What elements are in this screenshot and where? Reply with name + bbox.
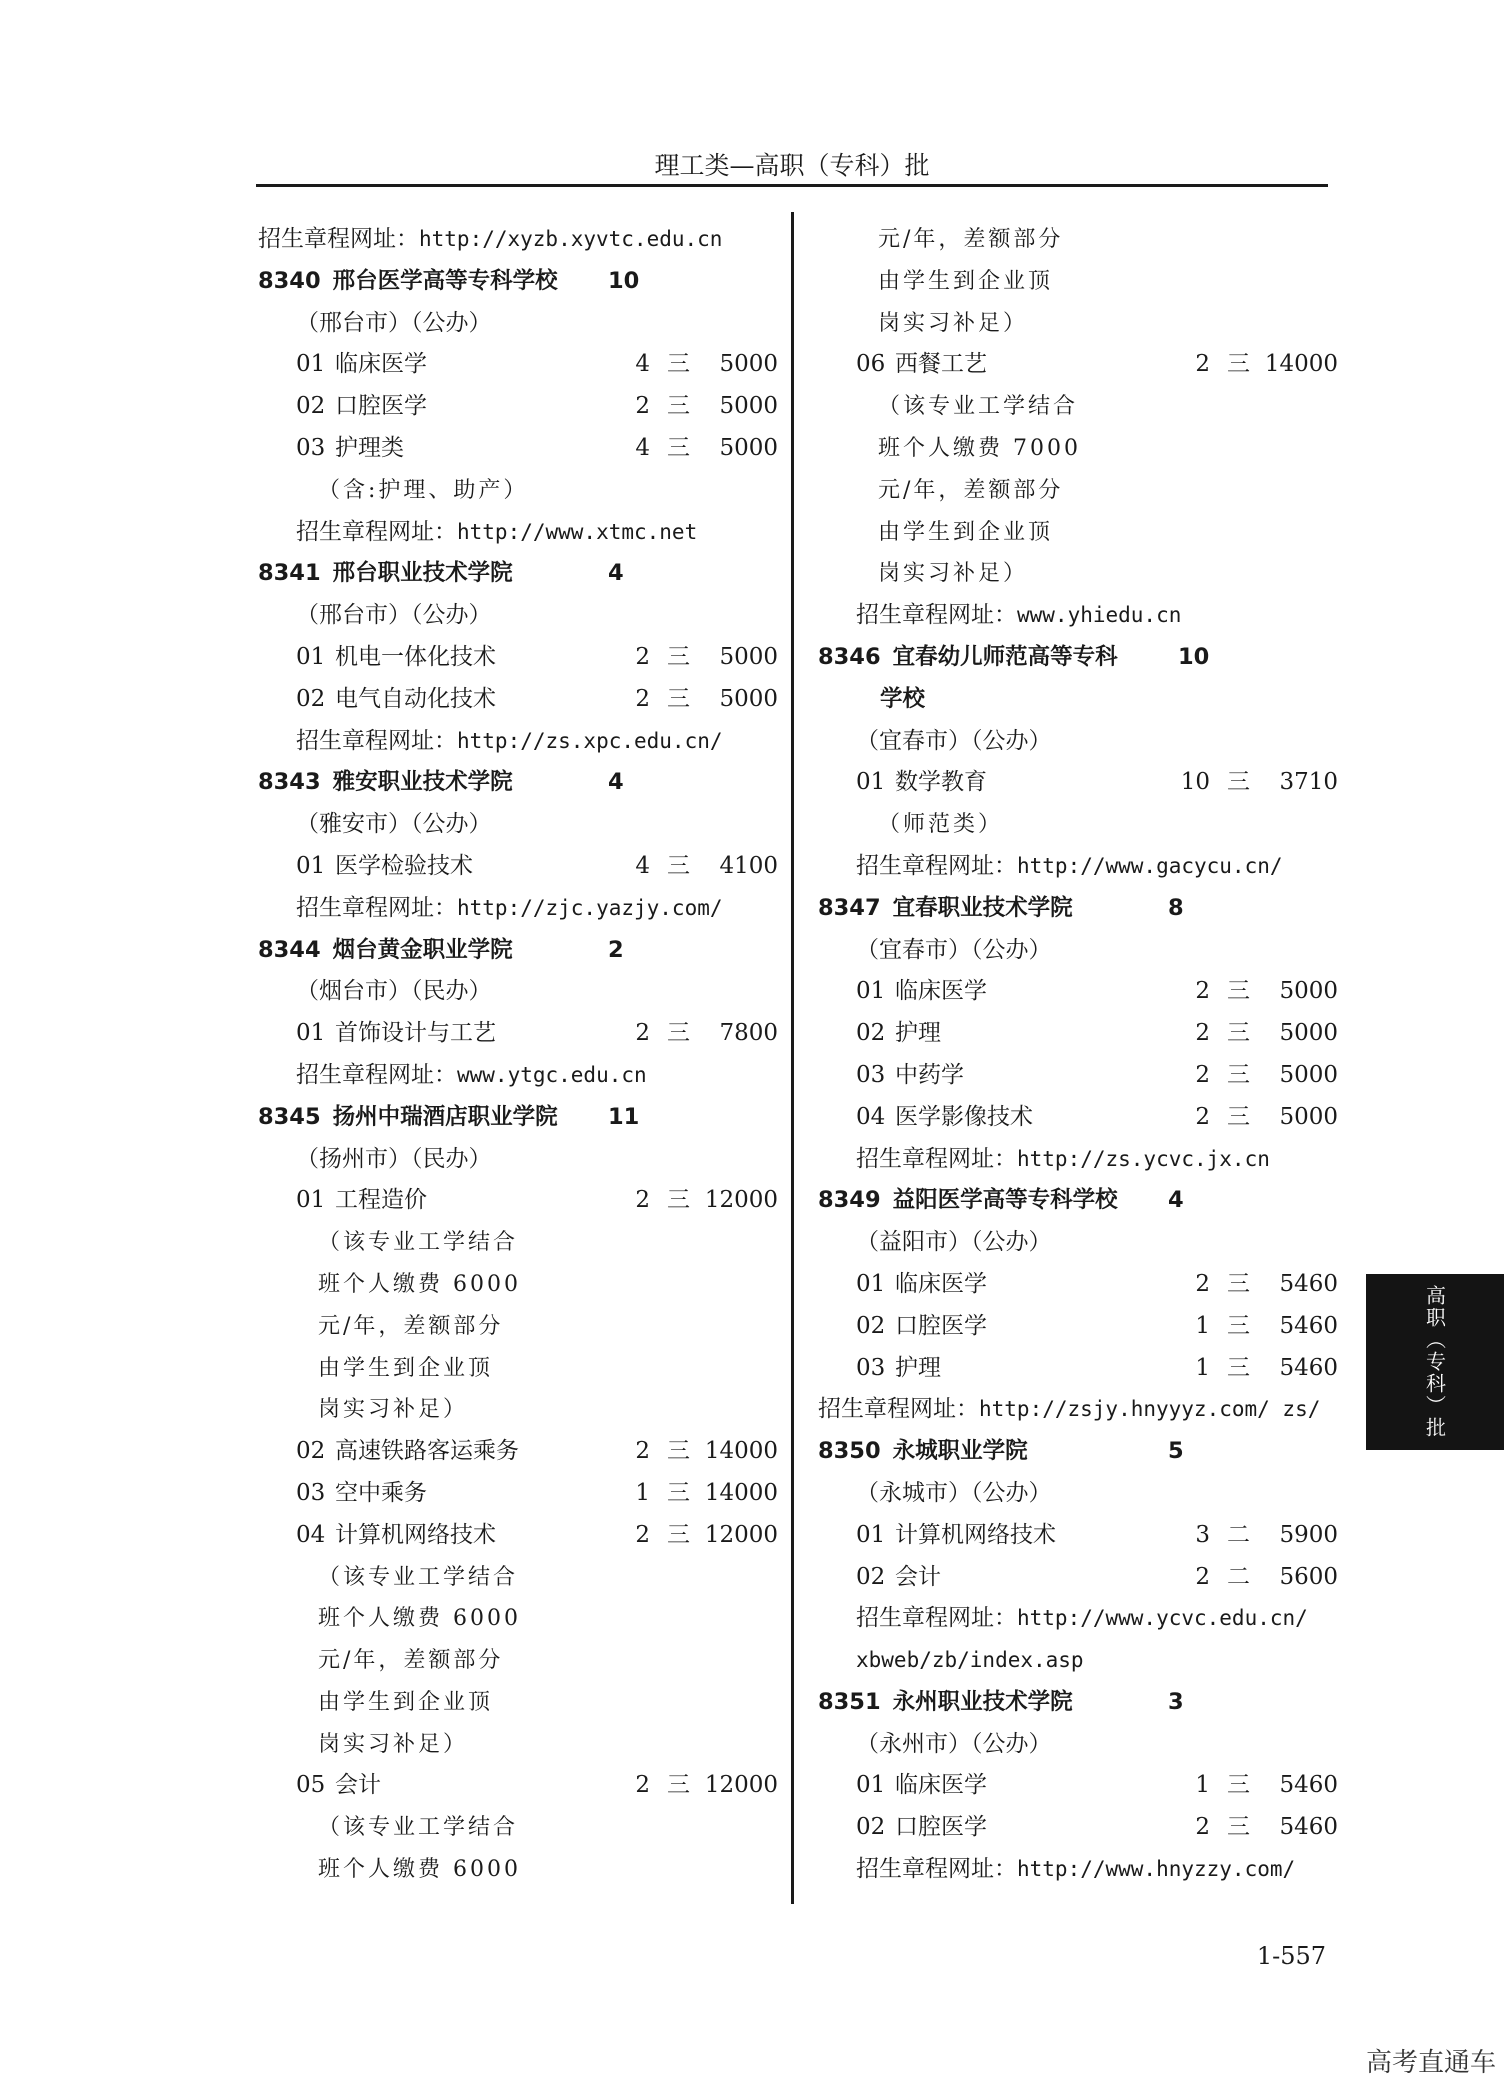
major-tier: 三 [667, 1772, 690, 1799]
school-name: 永城职业学院 [892, 1438, 1028, 1465]
major-row [818, 1055, 1338, 1097]
major-tier: 三 [667, 434, 690, 461]
school-location: （雅安市）（公办） [296, 811, 492, 838]
major-name: 会计 [335, 1772, 381, 1799]
school-location: （永州市）（公办） [856, 1730, 1052, 1757]
url-text: http://zsjy.hnyyyz.com/ zs/ [979, 1397, 1321, 1422]
school-code: 8350 [818, 1438, 881, 1465]
url-label: 招生章程网址： [856, 602, 1017, 629]
admission-url [258, 721, 778, 763]
major-years: 2 [1195, 1103, 1210, 1130]
major-years: 2 [635, 643, 650, 670]
major-tier: 三 [1227, 978, 1250, 1005]
major-row [818, 1348, 1338, 1390]
major-row [818, 1515, 1338, 1557]
major-name: 中药学 [895, 1061, 964, 1088]
major-tier: 三 [667, 1521, 690, 1548]
major-tier: 三 [667, 1438, 690, 1465]
admission-url [818, 846, 1338, 888]
major-tier: 三 [1227, 1772, 1250, 1799]
url-text: http://www.hnyzzy.com/ [1017, 1857, 1296, 1882]
watermark: 高考直通车 [1365, 2048, 1496, 2078]
column-divider [791, 212, 794, 1904]
url-label: 招生章程网址： [296, 1061, 457, 1088]
school-name: 邢台医学高等专科学校 [332, 267, 558, 294]
major-tier: 三 [667, 643, 690, 670]
school-heading [818, 1180, 1338, 1222]
major-years: 2 [635, 685, 650, 712]
school-code: 8340 [258, 267, 321, 294]
school-name: 雅安职业技术学院 [332, 769, 513, 796]
major-code: 02 [856, 1814, 886, 1841]
major-note: （该专业工学结合 [318, 1230, 519, 1256]
major-code: 01 [856, 1270, 886, 1297]
major-fee: 14000 [1264, 351, 1338, 378]
major-name: 空中乘务 [335, 1479, 427, 1506]
major-name: 口腔医学 [335, 393, 427, 420]
major-name: 医学影像技术 [895, 1103, 1033, 1130]
school-location: （烟台市）（民办） [296, 978, 492, 1005]
school-location: （邢台市）（公办） [296, 602, 492, 629]
url-text: http://zjc.yazjy.com/ [457, 895, 723, 920]
major-note: 由学生到企业顶 [318, 1355, 494, 1381]
major-name: 会计 [895, 1563, 941, 1590]
school-code: 8343 [258, 769, 321, 796]
school-heading [258, 261, 778, 303]
major-row [818, 1765, 1338, 1807]
school-quota: 3 [1168, 1688, 1184, 1715]
major-years: 4 [635, 852, 650, 879]
url-label: 招生章程网址： [856, 852, 1017, 879]
major-row [818, 1306, 1338, 1348]
major-years: 10 [1180, 769, 1210, 796]
major-fee: 5460 [1279, 1312, 1338, 1339]
major-years: 4 [635, 434, 650, 461]
major-years: 2 [1195, 1270, 1210, 1297]
major-years: 1 [1195, 1772, 1210, 1799]
major-fee: 12000 [704, 1521, 778, 1548]
major-years: 2 [1195, 1061, 1210, 1088]
major-years: 3 [1195, 1521, 1210, 1548]
major-name: 临床医学 [895, 1270, 987, 1297]
school-heading [258, 1097, 778, 1139]
major-tier: 三 [667, 351, 690, 378]
major-code: 04 [856, 1103, 886, 1130]
url-label: 招生章程网址： [296, 894, 457, 921]
major-name: 计算机网络技术 [895, 1521, 1056, 1548]
major-fee: 5000 [719, 351, 778, 378]
major-fee: 5000 [719, 393, 778, 420]
major-note: （含:护理、助产） [318, 477, 529, 503]
major-code: 01 [296, 1187, 326, 1214]
major-code: 01 [856, 769, 886, 796]
major-note: 岗实习补足） [878, 310, 1029, 336]
major-tier: 三 [667, 1479, 690, 1506]
major-fee: 5460 [1279, 1814, 1338, 1841]
major-years: 2 [635, 1521, 650, 1548]
major-name: 临床医学 [335, 351, 427, 378]
school-quota: 10 [608, 267, 640, 294]
url-text: http://xyzb.xyvtc.edu.cn [419, 227, 723, 251]
major-fee: 4100 [719, 852, 778, 879]
major-code: 01 [856, 1772, 886, 1799]
major-code: 02 [856, 1312, 886, 1339]
major-note: 班个人缴费 6000 [318, 1606, 521, 1632]
major-row [258, 1765, 778, 1807]
major-years: 1 [1195, 1354, 1210, 1381]
major-fee: 5460 [1279, 1354, 1338, 1381]
major-fee: 5460 [1279, 1270, 1338, 1297]
school-heading [818, 1431, 1338, 1473]
major-fee: 5000 [1279, 1103, 1338, 1130]
major-years: 2 [1195, 1563, 1210, 1590]
admission-url-continued: xbweb/zb/index.asp [856, 1648, 1084, 1673]
school-code: 8349 [818, 1187, 881, 1214]
major-note: 班个人缴费 6000 [318, 1857, 521, 1883]
major-row [258, 679, 778, 721]
major-fee: 7800 [719, 1020, 778, 1047]
major-note: 由学生到企业顶 [878, 519, 1054, 545]
major-name: 口腔医学 [895, 1814, 987, 1841]
school-name-cont: 学校 [880, 685, 926, 712]
school-name: 邢台职业技术学院 [332, 560, 513, 587]
major-code: 02 [856, 1563, 886, 1590]
major-fee: 14000 [704, 1479, 778, 1506]
major-tier: 二 [1227, 1563, 1250, 1590]
url-label: 招生章程网址： [856, 1856, 1017, 1883]
school-name-continued [818, 679, 1338, 721]
major-tier: 三 [1227, 1814, 1250, 1841]
major-row [258, 386, 778, 428]
url-text: http://www.xtmc.net [457, 519, 698, 544]
school-location: （扬州市）（民办） [296, 1145, 492, 1172]
school-heading [818, 888, 1338, 930]
running-header: 理工类—高职（专科）批 [654, 151, 930, 180]
major-note: （该专业工学结合 [878, 394, 1079, 420]
major-years: 2 [635, 1187, 650, 1214]
major-fee: 5000 [719, 643, 778, 670]
major-code: 01 [296, 643, 326, 670]
major-note: 由学生到企业顶 [318, 1689, 494, 1715]
major-fee: 12000 [704, 1187, 778, 1214]
side-tab-label: 高职（专科）批 [1422, 1285, 1447, 1439]
page-number: 1-557 [1256, 1942, 1326, 1970]
major-tier: 三 [1227, 1312, 1250, 1339]
major-note: （该专业工学结合 [318, 1564, 519, 1590]
major-note: 岗实习补足） [878, 561, 1029, 587]
school-code: 8345 [258, 1103, 321, 1130]
school-name: 扬州中瑞酒店职业学院 [332, 1103, 558, 1130]
major-row [258, 344, 778, 386]
school-heading [258, 930, 778, 972]
major-row [258, 1515, 778, 1557]
major-name: 口腔医学 [895, 1312, 987, 1339]
school-location: （益阳市）（公办） [856, 1229, 1052, 1256]
major-tier: 三 [667, 393, 690, 420]
school-quota: 8 [1168, 894, 1184, 921]
major-code: 04 [296, 1521, 326, 1548]
url-label: 招生章程网址： [296, 518, 457, 545]
major-fee: 5000 [1279, 1061, 1338, 1088]
school-code: 8346 [818, 643, 881, 670]
major-tier: 三 [1227, 1103, 1250, 1130]
major-years: 2 [635, 1020, 650, 1047]
school-name: 益阳医学高等专科学校 [892, 1187, 1118, 1214]
major-code: 02 [296, 393, 326, 420]
school-heading [258, 553, 778, 595]
admission-url [818, 1598, 1338, 1640]
major-fee: 5000 [1279, 978, 1338, 1005]
major-code: 06 [856, 351, 886, 378]
admission-url [258, 219, 778, 261]
major-note: 岗实习补足） [318, 1397, 469, 1423]
major-name: 电气自动化技术 [335, 685, 496, 712]
school-code: 8344 [258, 936, 321, 963]
url-label: 招生章程网址： [856, 1605, 1017, 1632]
major-name: 西餐工艺 [895, 351, 987, 378]
school-heading [258, 762, 778, 804]
url-text: http://www.ycvc.edu.cn/ [1017, 1606, 1308, 1631]
major-fee: 14000 [704, 1438, 778, 1465]
school-quota: 5 [1168, 1438, 1184, 1465]
major-code: 02 [296, 1438, 326, 1465]
major-tier: 三 [1227, 1270, 1250, 1297]
major-note: 元/年，差额部分 [878, 477, 1064, 503]
major-name: 护理 [895, 1354, 941, 1381]
admission-url [258, 1055, 778, 1097]
major-fee: 3710 [1279, 769, 1338, 796]
major-tier: 三 [667, 1187, 690, 1214]
url-text: www.ytgc.edu.cn [457, 1062, 647, 1087]
major-tier: 三 [667, 1020, 690, 1047]
major-note: 岗实习补足） [318, 1731, 469, 1757]
school-quota: 11 [608, 1103, 640, 1130]
admission-url [818, 1389, 1338, 1431]
admission-url [258, 512, 778, 554]
major-row [818, 1013, 1338, 1055]
major-code: 03 [296, 434, 326, 461]
major-tier: 三 [1227, 1061, 1250, 1088]
major-note: 班个人缴费 6000 [318, 1271, 521, 1297]
major-years: 4 [635, 351, 650, 378]
major-years: 2 [635, 393, 650, 420]
major-code: 03 [856, 1061, 886, 1088]
school-location: （永城市）（公办） [856, 1479, 1052, 1506]
major-years: 2 [635, 1438, 650, 1465]
url-label: 招生章程网址： [258, 226, 419, 252]
major-row [258, 1013, 778, 1055]
admission-url [258, 888, 778, 930]
major-tier: 三 [1227, 351, 1250, 378]
major-code: 01 [856, 978, 886, 1005]
major-years: 2 [1195, 1020, 1210, 1047]
school-quota: 2 [608, 936, 624, 963]
url-text: http://www.gacycu.cn/ [1017, 853, 1283, 878]
major-row [258, 1431, 778, 1473]
major-row [818, 344, 1338, 386]
major-name: 机电一体化技术 [335, 643, 496, 670]
school-heading [818, 1682, 1338, 1724]
school-quota: 10 [1178, 643, 1210, 670]
school-location: （宜春市）（公办） [856, 727, 1052, 754]
major-name: 数学教育 [895, 769, 987, 796]
major-code: 01 [296, 351, 326, 378]
major-years: 2 [1195, 978, 1210, 1005]
major-row [818, 1557, 1338, 1599]
admission-url [818, 595, 1338, 637]
major-note: （师范类） [878, 812, 1004, 838]
major-name: 首饰设计与工艺 [335, 1020, 496, 1047]
url-text: http://zs.xpc.edu.cn/ [457, 728, 723, 753]
right-column [818, 219, 1338, 1891]
major-years: 2 [1195, 1814, 1210, 1841]
major-row [258, 846, 778, 888]
section-side-tab [1366, 1274, 1504, 1450]
major-name: 护理 [895, 1020, 941, 1047]
major-tier: 三 [1227, 1354, 1250, 1381]
major-name: 医学检验技术 [335, 852, 473, 879]
major-code: 01 [856, 1521, 886, 1548]
major-tier: 三 [667, 685, 690, 712]
major-row [818, 971, 1338, 1013]
school-code: 8351 [818, 1688, 881, 1715]
school-quota: 4 [608, 769, 624, 796]
major-name: 临床医学 [895, 1772, 987, 1799]
major-name: 护理类 [335, 434, 404, 461]
major-fee: 12000 [704, 1772, 778, 1799]
url-label: 招生章程网址： [856, 1145, 1017, 1172]
major-note: 元/年，差额部分 [878, 227, 1064, 252]
school-code: 8347 [818, 894, 881, 921]
major-row [818, 1264, 1338, 1306]
header-rule [256, 184, 1328, 187]
major-code: 03 [296, 1479, 326, 1506]
major-fee: 5900 [1279, 1521, 1338, 1548]
major-name: 计算机网络技术 [335, 1521, 496, 1548]
school-quota: 4 [608, 560, 624, 587]
major-note: 由学生到企业顶 [878, 268, 1054, 294]
admission-url [818, 1849, 1338, 1891]
school-name: 宜春职业技术学院 [892, 894, 1073, 921]
major-row [258, 637, 778, 679]
major-note: 元/年，差额部分 [318, 1648, 504, 1674]
major-years: 2 [635, 1772, 650, 1799]
major-row [258, 1180, 778, 1222]
major-row [818, 1097, 1338, 1139]
major-name: 高速铁路客运乘务 [335, 1438, 519, 1465]
major-row [818, 762, 1338, 804]
school-location: （邢台市）（公办） [296, 309, 492, 336]
school-quota: 4 [1168, 1187, 1184, 1214]
major-row [258, 1473, 778, 1515]
major-code: 02 [856, 1020, 886, 1047]
url-text: www.yhiedu.cn [1017, 603, 1182, 628]
major-fee: 5000 [719, 685, 778, 712]
major-code: 03 [856, 1354, 886, 1381]
major-note: （该专业工学结合 [318, 1815, 519, 1841]
major-years: 1 [635, 1479, 650, 1506]
major-fee: 5460 [1279, 1772, 1338, 1799]
major-fee: 5000 [719, 434, 778, 461]
school-code: 8341 [258, 560, 321, 587]
major-code: 01 [296, 852, 326, 879]
major-code: 02 [296, 685, 326, 712]
major-note: 元/年，差额部分 [318, 1313, 504, 1339]
major-code: 01 [296, 1020, 326, 1047]
url-text: http://zs.ycvc.jx.cn [1017, 1146, 1270, 1171]
url-label: 招生章程网址： [296, 727, 457, 754]
major-name: 临床医学 [895, 978, 987, 1005]
school-name: 宜春幼儿师范高等专科 [892, 643, 1118, 670]
major-tier: 三 [667, 852, 690, 879]
major-name: 工程造价 [335, 1187, 427, 1214]
major-fee: 5000 [1279, 1020, 1338, 1047]
major-years: 2 [1195, 351, 1210, 378]
school-name: 烟台黄金职业学院 [332, 936, 513, 963]
school-name: 永州职业技术学院 [892, 1688, 1073, 1715]
major-tier: 三 [1227, 769, 1250, 796]
major-row [258, 428, 778, 470]
major-tier: 三 [1227, 1020, 1250, 1047]
url-label: 招生章程网址： [818, 1396, 979, 1423]
school-location: （宜春市）（公办） [856, 936, 1052, 963]
major-years: 1 [1195, 1312, 1210, 1339]
left-column [258, 219, 778, 1891]
school-heading [818, 637, 1338, 679]
major-fee: 5600 [1279, 1563, 1338, 1590]
major-row [818, 1807, 1338, 1849]
major-code: 05 [296, 1772, 326, 1799]
admission-url [818, 1139, 1338, 1181]
major-note: 班个人缴费 7000 [878, 435, 1081, 461]
major-tier: 二 [1227, 1521, 1250, 1548]
